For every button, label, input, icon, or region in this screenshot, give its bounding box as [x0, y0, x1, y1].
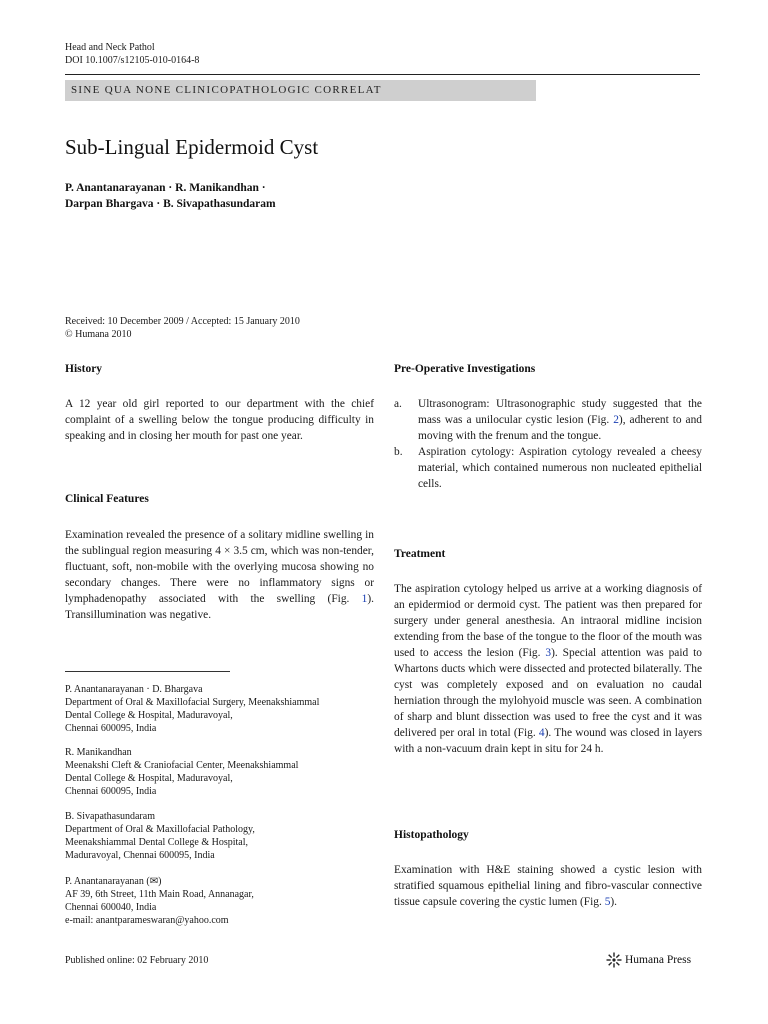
treatment-heading: Treatment [394, 548, 446, 560]
affiliation-line: Meenakshi Cleft & Craniofacial Center, Meenakshiammal [65, 760, 299, 771]
histo-text-1: Examination with H&E staining showed a cystic lesion with stratified squamous epithelial lining and fibro-vascular connective tissue capsule covering the cystic lumen (Fig. [394, 864, 702, 908]
affiliation-line: Maduravoyal, Chennai 600095, India [65, 850, 215, 861]
histopathology-paragraph [394, 862, 702, 910]
affiliation-line: Chennai 600095, India [65, 723, 157, 734]
list-marker: b. [394, 446, 403, 458]
affiliation-line: AF 39, 6th Street, 11th Main Road, Annanagar, [65, 889, 254, 900]
fig-4-link[interactable]: 4 [538, 727, 545, 739]
affiliation-line: Department of Oral & Maxillofacial Surgery, Meenakshiammal [65, 697, 320, 708]
received-info [65, 315, 300, 341]
affiliation-name: B. Sivapathasundaram [65, 811, 155, 822]
publisher-logo [606, 952, 703, 968]
author-list [65, 180, 276, 212]
treatment-text-2: ). Special attention was paid to Whartons ducts which were dissected and protected bilaterally. The cyst was completely exposed and on evaluation no caudal herniation through the mylohyoid muscle was seen. A combination of sharp and blunt dissection was used to free the cyst and it was delivered per oral in total (Fig. [394, 647, 702, 739]
treatment-paragraph [394, 581, 702, 757]
history-paragraph: A 12 year old girl reported to our department with the chief complaint of a swelling below the tongue producing difficulty in speaking and in closing her mouth for past one year. [65, 398, 374, 442]
affiliation-line: Dental College & Hospital, Maduravoyal, [65, 773, 233, 784]
affiliation-block-2 [65, 746, 375, 798]
journal-name: Head and Neck Pathol [65, 42, 155, 53]
fig-2-link[interactable]: 2 [613, 414, 619, 426]
clinical-features-paragraph [65, 527, 374, 623]
doi-text[interactable]: DOI 10.1007/s12105-010-0164-8 [65, 55, 200, 66]
list-item [394, 396, 702, 444]
humana-press-logo-icon [606, 952, 622, 968]
copyright-text: © Humana 2010 [65, 329, 132, 340]
item-b-text: Aspiration cytology: Aspiration cytology revealed a cheesy material, which contained numerous non nucleated epithelial cells. [418, 446, 702, 490]
publisher-name: Humana Press [625, 954, 692, 966]
article-title: Sub-Lingual Epidermoid Cyst [65, 135, 319, 159]
authors-line-1: P. Anantanarayanan · R. Manikandhan · [65, 182, 266, 194]
authors-line-2: Darpan Bhargava · B. Sivapathasundaram [65, 198, 276, 210]
footnote-divider [65, 671, 230, 672]
item-a-text-2: ), adherent to and moving with the frenum and the tongue. [418, 414, 703, 442]
affiliation-line: Chennai 600095, India [65, 786, 157, 797]
preop-list [394, 396, 702, 492]
fig-3-link[interactable]: 3 [545, 647, 552, 659]
affiliation-line: Meenakshiammal Dental College & Hospital, [65, 837, 249, 848]
list-marker: a. [394, 398, 402, 410]
affiliation-name: P. Anantanarayanan (✉) [65, 876, 162, 887]
affiliation-name: P. Anantanarayanan · D. Bhargava [65, 684, 203, 695]
affiliation-line: Chennai 600040, India [65, 902, 157, 913]
preop-heading: Pre-Operative Investigations [394, 363, 536, 375]
published-date: Published online: 02 February 2010 [65, 955, 209, 966]
affiliation-line: Department of Oral & Maxillofacial Pathology, [65, 824, 255, 835]
histopathology-heading: Histopathology [394, 829, 469, 841]
affiliation-line: Dental College & Hospital, Maduravoyal, [65, 710, 233, 721]
email-link[interactable]: e-mail: anantparameswaran@yahoo.com [65, 915, 229, 926]
affiliation-block-1 [65, 683, 375, 735]
list-item [394, 444, 702, 492]
clinical-features-heading: Clinical Features [65, 493, 149, 505]
treatment-text-3: ). The wound was closed in layers with a non-vacuum drain kept in situ for 24 h. [394, 727, 702, 755]
journal-header [65, 41, 199, 67]
header-divider [65, 74, 700, 75]
clinical-text-part-2: ). Transillumination was negative. [65, 593, 374, 621]
histo-text-2: ). [610, 896, 618, 908]
section-banner: SINE QUA NONE CLINICOPATHOLOGIC CORRELAT [65, 80, 536, 101]
clinical-text-part-1: Examination revealed the presence of a solitary midline swelling in the sublingual region measuring 4 × 3.5 cm, which was non-tender, fluctuant, soft, non-mobile with the overlying mucosa showing no secondary changes. There were no inflammatory signs or lymphadenopathy associated with the swelling (Fig. [65, 529, 374, 605]
affiliation-block-4 [65, 875, 375, 927]
fig-5-link[interactable]: 5 [604, 896, 611, 908]
received-dates: Received: 10 December 2009 / Accepted: 15 January 2010 [65, 316, 300, 327]
fig-1-link[interactable]: 1 [361, 593, 368, 605]
affiliation-name: R. Manikandhan [65, 747, 132, 758]
history-heading: History [65, 363, 103, 375]
affiliation-block-3 [65, 810, 375, 862]
item-a-text-1: Ultrasonogram: Ultrasonographic study suggested that the mass was a unilocular cystic lesion (Fig. [418, 398, 702, 426]
treatment-text-1: The aspiration cytology helped us arrive at a working diagnosis of an epidermiod or dermoid cyst. The patient was then prepared for surgery under general anesthesia. An intraoral midline incision extending from the base of the tongue to the floor of the mouth was used to access the lesion (Fig. [394, 583, 702, 659]
